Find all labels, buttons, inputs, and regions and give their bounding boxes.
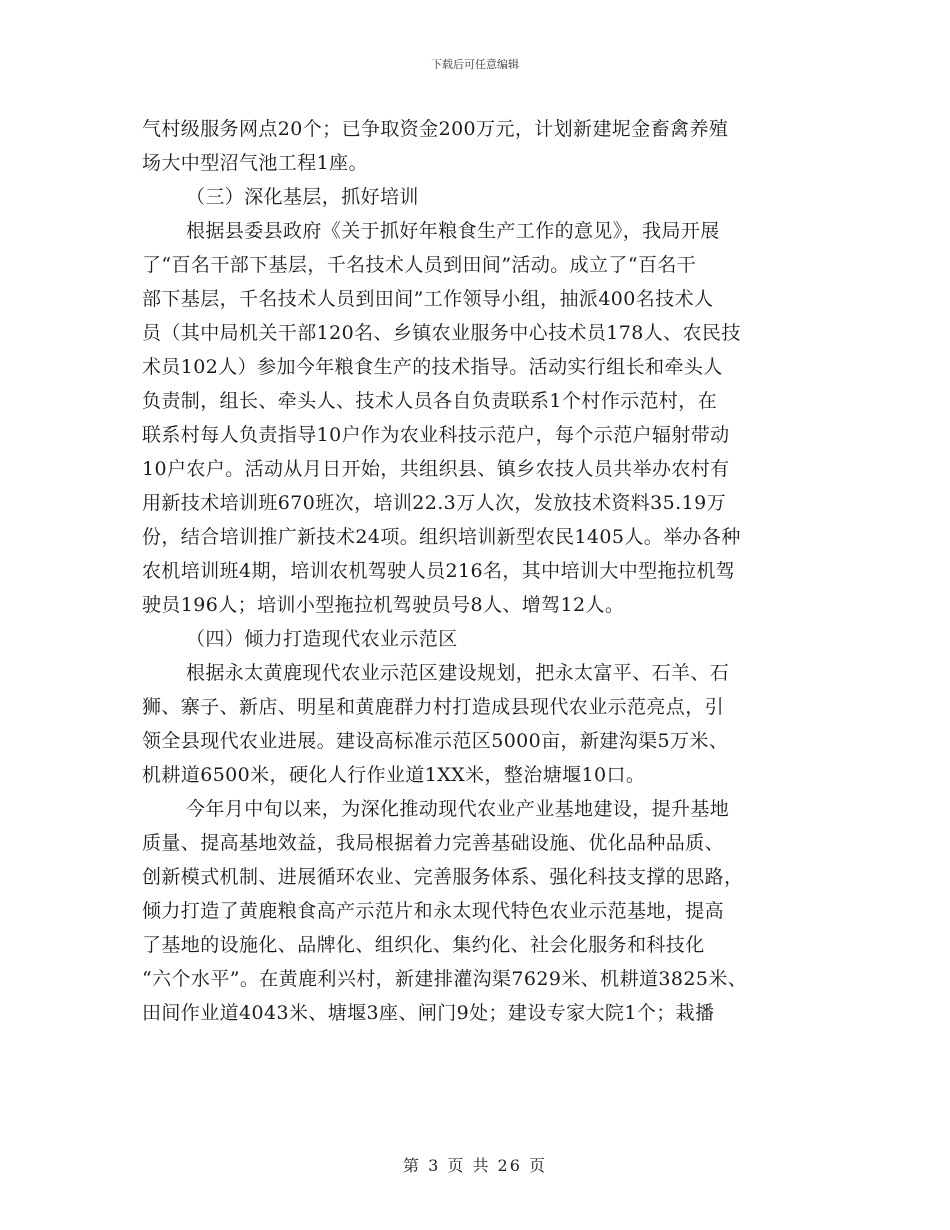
paragraph-start: 根据县委县政府《关于抓好年粮食生产工作的意见》，我局开展 (186, 220, 720, 242)
text-line: 驶员196人；培训小型拖拉机驾驶员号8人、增驾12人。 (142, 594, 625, 616)
text-line: “六个水平”。在黄鹿利兴村，新建排灌沟渠7629米、机耕道3825米、 (142, 968, 748, 990)
text-line: 份，结合培训推广新技术24项。组织培训新型农民1405人。举办各种 (142, 526, 741, 548)
paragraph-start: 今年月中旬以来，为深化推动现代农业产业基地建设，提升基地 (186, 798, 730, 820)
text-line: 负责制，组长、牵头人、技术人员各自负责联系1个村作示范村，在 (142, 390, 718, 412)
text-line: 联系村每人负责指导10户作为农业科技示范户，每个示范户辐射带动 (142, 424, 730, 446)
text-line: 场大中型沼气池工程1座。 (142, 152, 368, 174)
text-line: 田间作业道4043米、塘堰3座、闸门9处；建设专家大院1个；栽播 (142, 1002, 715, 1024)
text-line: 机耕道6500米，硬化人行作业道1XX米，整治塘堰10口。 (142, 764, 646, 786)
paragraph-start: 根据永太黄鹿现代农业示范区建设规划，把永太富平、石羊、石 (186, 662, 730, 684)
text-line: 狮、寨子、新店、明星和黄鹿群力村打造成县现代农业示范亮点，引 (142, 696, 725, 718)
page-header: 下载后可任意编辑 (431, 58, 519, 71)
text-line: 领全县现代农业进展。建设高标准示范区5000亩，新建沟渠5万米、 (142, 730, 729, 752)
text-line: 员（其中局机关干部120名、乡镇农业服务中心技术员178人、农民技 (142, 322, 741, 344)
text-line: 术员102人）参加今年粮食生产的技术指导。活动实行组长和牵头人 (142, 356, 723, 378)
text-line: 气村级服务网点20个；已争取资金200万元，计划新建坭金畜禽养殖 (142, 118, 729, 140)
page-number: 第 3 页 共 26 页 (403, 1156, 547, 1175)
text-line: 创新模式机制、进展循环农业、完善服务体系、强化科技支撑的思路， (142, 866, 744, 888)
document-body (142, 112, 822, 1030)
text-line: 倾力打造了黄鹿粮食高产示范片和永太现代特色农业示范基地，提高 (142, 900, 725, 922)
text-line: 了基地的设施化、品牌化、组织化、集约化、社会化服务和科技化 (142, 934, 705, 956)
section-heading: （四）倾力打造现代农业示范区 (186, 628, 458, 650)
text-line: 10户农户。活动从月日开始，共组织县、镇乡农技人员共举办农村有 (142, 458, 730, 480)
text-line: 了“百名干部下基层，千名技术人员到田间”活动。成立了“百名干 (142, 254, 697, 276)
text-line: 部下基层，千名技术人员到田间”工作领导小组，抽派400名技术人 (142, 288, 714, 310)
section-heading: （三）深化基层，抓好培训 (186, 186, 419, 208)
text-line: 质量、提高基地效益，我局根据着力完善基础设施、优化品种品质、 (142, 832, 725, 854)
text-line: 用新技术培训班670班次，培训22.3万人次，发放技术资料35.19万 (142, 492, 726, 514)
text-line: 农机培训班4期，培训农机驾驶人员216名，其中培训大中型拖拉机驾 (142, 560, 736, 582)
